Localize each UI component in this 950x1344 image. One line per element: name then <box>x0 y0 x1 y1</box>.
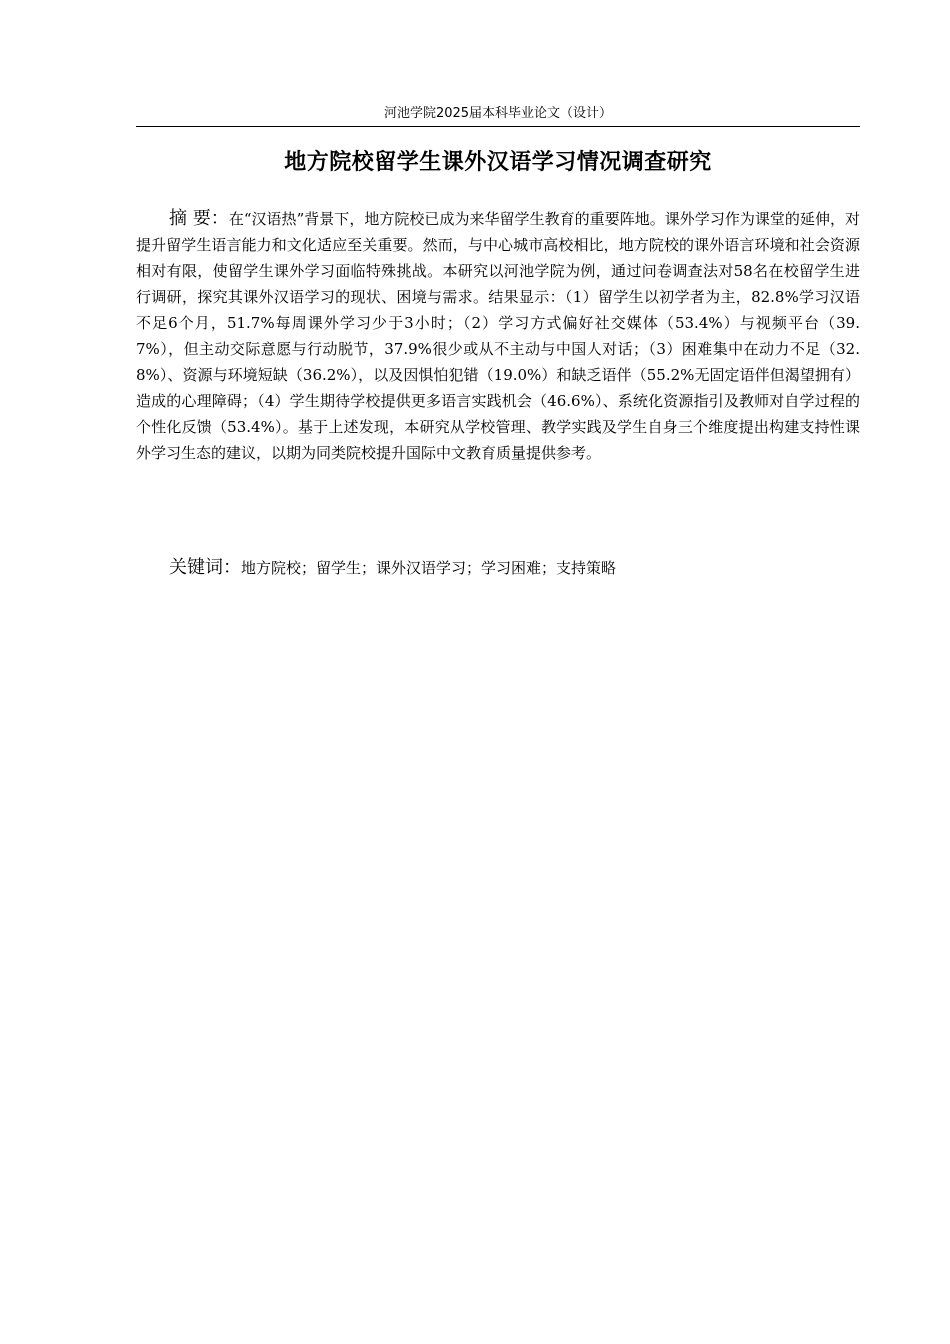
abstract-text: 在“汉语热”背景下，地方院校已成为来华留学生教育的重要阵地。课外学习作为课堂的延伸，对提升留学生语言能力和文化适应至关重要。然而，与中心城市高校相比，地方院校的课外语言环境和社会资源相对有限，使留学生课外学习面临特殊挑战。本研究以河池学院为例，通过问卷调查法对58名在校留学生进行调研，探究其课外汉语学习的现状、困境与需求。结果显示：（1）留学生以初学者为主，82.8%学习汉语不足6个月，51.7%每周课外学习少于3小时；（2）学习方式偏好社交媒体（53.4%）与视频平台（39.7%），但主动交际意愿与行动脱节，37.9%很少或从不主动与中国人对话；（3）困难集中在动力不足（32.8%）、资源与环境短缺（36.2%），以及因惧怕犯错（19.0%）和缺乏语伴（55.2%无固定语伴但渴望拥有）造成的心理障碍；（4）学生期待学校提供更多语言实践机会（46.6%）、系统化资源指引及教师对自学过程的个性化反馈（53.4%）。基于上述发现，本研究从学校管理、教学实践及学生自身三个维度提出构建支持性课外学习生态的建议，以期为同类院校提升国际中文教育质量提供参考。 <box>136 210 860 462</box>
abstract-paragraph <box>136 206 860 466</box>
paper-title: 地方院校留学生课外汉语学习情况调查研究 <box>284 150 712 175</box>
keywords-label: 关键词： <box>169 557 241 578</box>
abstract-label: 摘 要： <box>169 208 229 229</box>
keywords-text: 地方院校；留学生；课外汉语学习；学习困难；支持策略 <box>241 559 617 577</box>
keywords-line <box>136 555 860 581</box>
header-divider <box>136 126 860 127</box>
running-header: 河池学院2025届本科毕业论文（设计） <box>383 106 613 121</box>
